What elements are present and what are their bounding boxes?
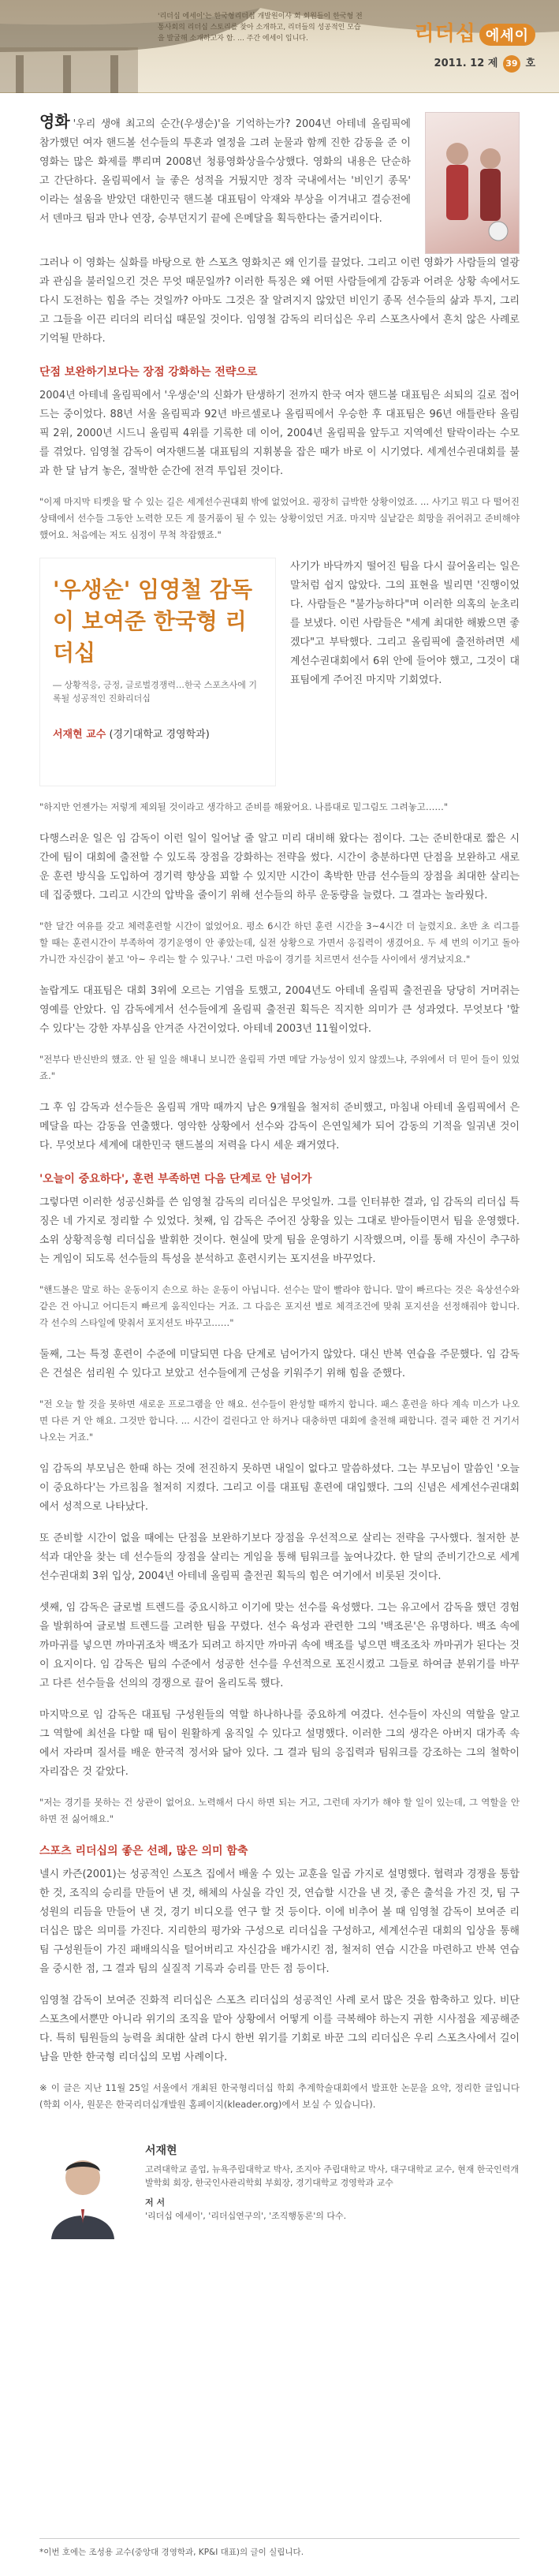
paragraph: 셋째, 임 감독은 글로벌 트렌드를 중요시하고 이기에 맞는 선수를 육성했다. 그는 유고에서 감독을 했던 경험을 발휘하여 글로벌 트렌드를 고려한 팀을 꾸렸다. 선수 육성과 관련한 그의 '백조론'은 유명하다. 백조 속에 까마귀를 넣으면 까마귀조차 백조가 되려고 하지만 까마귀 속에 백조를 넣으면 백조조차 까마귀가 된다는 것이 요지이다. 임 감독은 팀의 수준에서 성공한 선수를 우선적으로 포진시켰고 그들로 하여금 분위기를 바꾸고 다른 선수들을 선의의 경쟁으로 끌어 올리도록 했다. (39, 1602, 520, 1689)
issue-info (414, 54, 535, 73)
section-heading: '오늘이 중요하다', 훈련 부족하면 다음 단계로 안 넘어가 (39, 1173, 312, 1185)
issue-number: 39 (503, 55, 520, 73)
section-heading: 단점 보완하기보다는 장점 강화하는 전략으로 (39, 366, 258, 379)
paragraph: 임 감독의 부모님은 한때 하는 것에 전진하지 못하면 내일이 없다고 말씀하셨다. 그는 부모님이 말씀인 '오늘이 중요하다'는 가르침을 철저히 지켰다. 그리고 이를 대표팀 훈련에 대입했다. 그의 신념은 세계선수권대회에서 성적으로 나타났다. (39, 1463, 520, 1513)
section-heading: 스포츠 리더십의 좋은 선례, 많은 의미 함축 (39, 1845, 248, 1857)
paragraph: 영화 '우리 생애 최고의 순간(우생순)'을 기억하는가? 2004년 아테네 올림픽에 참가했던 여자 핸드볼 선수들의 투혼과 열정을 그려 눈물과 함께 진한 감동을 준 이 영화는 많은 화제를 뿌리며 2008년 청룡영화상을수상했다. 영화의 내용은 단순하고 간단하다. 올림픽에서 늘 좋은 성적을 거뒀지만 정작 국내에서는 '비인기 종목' 이라는 설움을 받았던 대한민국 핸드볼 대표팀이 악재와 부상을 이겨내고 결승전에서 덴마크 팀과 만나 연장, 승부던지기 끝에 은메달을 획득한다는 줄거리이다. (39, 112, 411, 225)
feature-section (39, 558, 520, 786)
header-banner (0, 0, 559, 93)
author-profile-name: 서재현 (145, 2145, 177, 2157)
author-profile (39, 2137, 520, 2239)
intro-text: '리더십 에세이'는 한국형리더십 개발원이사 회 회원들이 한국형 전통사회의 리더십 스토리를 찾아 소개하고, 리더들의 성공적인 모습을 발굴해 소개하고자 함. ... 주간 에세이 입니다. (158, 13, 363, 43)
paragraph: 사기가 바닥까지 떨어진 팀을 다시 끌어올리는 일은 말처럼 쉽지 않았다. 그의 표현을 빌리면 '진행이었다. 사람들은 "불가능하다"며 이러한 의혹의 눈초리를 보냈다. 이런 사람들은 "세계 최대한 해봤으면 좋겠다"고 부탁했다. 그리고 올림픽에 출전하려면 세계선수권대회에서 6위 안에 들어야 했고, 그것이 대표팀에게 주어진 마지막 기회였다. (290, 561, 520, 686)
interview-quote: "하지만 언젠가는 저렇게 제외될 것이라고 생각하고 준비를 해왔어요. 나름대로 밑그림도 그려놓고……" (39, 801, 449, 812)
books-label: 저 서 (145, 2197, 166, 2208)
feature-subtitle: ― 상황적응, 긍정, 글로벌경쟁력…한국 스포츠사에 기록될 성공적인 진화리더십 (53, 680, 257, 704)
movie-poster-image (425, 112, 520, 254)
books-list: '리더십 에세이', '리더십연구의', '조직행동론'의 다수. (145, 2211, 347, 2221)
feature-title: '우생순' 임영철 감독이 보여준 한국형 리더십 (53, 577, 253, 666)
intro-text-block (39, 112, 411, 254)
issue-date: 2011. 12 (434, 58, 485, 69)
footer-divider (39, 2538, 520, 2539)
paragraph: 마지막으로 임 감독은 대표팀 구성원들의 역할 하나하나를 중요하게 여겼다. 선수들이 자신의 역할을 알고 그 역할에 최선을 다할 때 팀이 원활하게 움직일 수 있다고 설명했다. 이러한 그의 생각은 아버지 대가족 속에서 자라며 질서를 배운 한국적 정서와 닮아 있다. 그 결과 팀의 응집력과 팀워크를 강조하는 그의 철학이 자리잡은 것 같았다. (39, 1709, 520, 1778)
paragraph: 그렇다면 이러한 성공신화를 쓴 임영철 감독의 리더십은 무엇일까. 그를 인터뷰한 결과, 임 감독의 리더십 특징은 네 가지로 정리할 수 있었다. 첫째, 임 감독은 주어진 상황을 있는 그대로 받아들이면서 팀을 운영했다. 소위 상황적응형 리더십을 발휘한 것이다. 현실에 맞게 팀을 운영하기 시작했으며, 이를 통해 자신이 추구하는 게임이 되도록 선수들의 특성을 분석하고 훈련시키는 포지션을 바꾸었다. (39, 1197, 520, 1265)
next-issue-footnote: *이번 호에는 조성용 교수(중앙대 경영학과, KP&I 대표)의 글이 실립니다. (39, 2548, 304, 2557)
brand-essay-badge: 에세이 (479, 24, 535, 46)
paragraph: 둘째, 그는 특정 훈련이 수준에 미달되면 다음 단계로 넘어가지 않았다. 대신 반복 연습을 주문했다. 임 감독은 건설은 섬리원 수 있다고 보았고 선수들에게 근성을 키워주기 위해 힘을 준했다. (39, 1349, 520, 1379)
author-name: 서재현 교수 (53, 729, 106, 741)
intro-section (39, 112, 520, 254)
brand-title (414, 17, 535, 47)
author-photo (39, 2145, 126, 2239)
paragraph: 놀랍게도 대표팀은 대회 3위에 오르는 기염을 토했고, 2004년도 아테네 올림픽 출전권을 당당히 거머쥐는 영예를 안았다. 임 감독에게서 선수들에게 올림픽 출전권 획득은 직지한 의미가 큰 성과였다. 무엇보다 '할 수 있다'는 강한 자부심을 안겨준 사건이었다. 아테네 2003년 11월이었다. (39, 985, 520, 1035)
feature-text (290, 558, 520, 786)
interview-quote: "전 오늘 할 것을 못하면 새로운 프로그램을 안 해요. 선수들이 완성할 때까지 합니다. 패스 훈련을 하다 계속 미스가 나오면 다른 거 안 해요. 그것만 합니다. ... 시간이 걸린다고 안 하거나 대충하면 대회에 출전해 패합니다. 결국 패한 건 거기서 나오는 거죠." (39, 1398, 520, 1443)
interview-quote: "이제 마지막 티켓을 딸 수 있는 길은 세계선수권대회 밖에 없었어요. 굉장히 급박한 상황이었죠. ... 사기고 뭐고 다 떨어진 상태에서 선수들 그동안 노력한 모든 게 물거품이 될 수 있는 상황이었던 거죠. 마지막 실낱같은 희망을 쥐어쥐고 준비해야 했어요. 처음에는 저도 심정이 무척 착잡했죠." (39, 496, 520, 540)
author-affiliation: (경기대학교 경영학과) (109, 729, 210, 741)
brand-block (414, 17, 535, 73)
issue-label: 제 (487, 58, 498, 69)
author-career: 고려대학교 졸업, 뉴욕주립대학교 박사, 조지아 주립대학교 박사, 대구대학교 교수, 현재 한국인력개발학회 회장, 한국인사관리학회 부회장, 경기대학교 경영학과 교수 (145, 2164, 519, 2188)
paragraph: 그 후 임 감독과 선수들은 올림픽 개막 때까지 남은 9개월을 철저히 준비했고, 마침내 아테네 올림픽에서 은메달을 따는 감동을 연출했다. 영악한 상황에서 선수와 감독이 은연일체가 되어 감동의 기적을 일궈낸 것이다. 무엇보다 세계에 대한민국 핸드볼의 저력을 다시 세운 쾌거였다. (39, 1102, 520, 1152)
paragraph: 그러나 이 영화는 실화를 바탕으로 한 스포츠 영화치곤 왜 인기를 끌었다. 그리고 이런 영화가 사람들의 열광과 관심을 불러일으킨 것은 무엇 때문일까? 이러한 특징은 왜 어떤 사람들에게 감동과 어려운 상황 속에서도 다시 도전하는 힘을 주는 것일까? 아마도 그것은 잘 알려지지 않았던 비인기 종목 선수들의 삶과 투지, 그리고 그들을 이끈 리더의 리더십 때문일 것이다. 임영철 감독의 리더십은 우리 스포츠사에서 흔치 않은 사례로 기억될 만하다. (39, 257, 520, 345)
paragraph: 다행스러운 일은 임 감독이 이런 일이 일어날 줄 알고 미리 대비해 왔다는 점이다. 그는 준비한대로 짧은 시간에 팀이 대회에 출전할 수 있도록 장점을 강화하는 전략을 썼다. 시간이 충분하다면 단점을 보완하고 새로운 훈련 방식을 도입하여 경기력 향상을 꾀할 수 있지만 시간이 촉박한 만큼 선수들의 장점을 최대한 살리는 데 집중했다. 그리고 시간의 압박을 줄이기 위해 선수들의 하루 운동량을 늘렸다. 그 결과는 놀라웠다. (39, 833, 520, 902)
brand-name: 리더십 (414, 22, 476, 46)
interview-quote: "전부다 반신반의 했죠. 안 될 일을 해내니 보니깐 올림픽 가면 메달 가능성이 있지 않겠느냐, 주위에서 더 믿어 들이 있었죠." (39, 1054, 520, 1081)
author-profile-text (145, 2145, 520, 2239)
article-note: ※ 이 글은 지난 11월 25일 서울에서 개최된 한국형리더십 학회 추계학술대회에서 발표한 논문을 요약, 정리한 글입니다(학회 이사, 원문은 한국리더십개발원 홈페이지(kleader.org)에서 보실 수 있습니다). (39, 2082, 520, 2110)
lead-word: 영화 (39, 112, 70, 131)
paragraph: 2004년 아테네 올림픽에서 '우생순'의 신화가 탄생하기 전까지 한국 여자 핸드볼 대표팀은 쇠퇴의 길로 접어드는 중이었다. 88년 서울 올림픽과 92년 바르셀로나 올림픽에서 우승한 후 대표팀은 96년 애틀란타 올림픽 2위, 2000년 시드니 올림픽 4위를 기록한 데 이어, 2004년 올림픽을 앞두고 지역예선 탈락이라는 수모를 겪었다. 임영철 감독이 여자핸드볼 대표팀의 지휘봉을 잡은 때가 바로 이 시기였다. 세계선수권대회를 불과 한 달 남겨 놓은, 절박한 순간에 전격 투입된 것이다. (39, 390, 520, 477)
interview-quote: "핸드볼은 말로 하는 운동이지 손으로 하는 운동이 아닙니다. 선수는 말이 빨라야 합니다. 말이 빠르다는 것은 육상선수와 같은 건 아니고 어디든지 빠르게 움직인다는 거죠. 그 다음은 포지션 별로 체격조건에 맞춰 포지션을 선정해줘야 합니다. 각 선수의 스타일에 맞춰서 포지션도 바꾸고……" (39, 1284, 520, 1328)
article-body (0, 93, 559, 2239)
paragraph: 넬시 카즌(2001)는 성공적인 스포츠 집에서 배울 수 있는 교훈을 일곱 가지로 설명했다. 협력과 경쟁을 통합한 것, 조직의 승리를 만들어 낸 것, 해체의 사실을 각인 것, 연습할 시간을 낸 것, 좋은 출석을 가진 것, 팀 구성원의 리듬을 만들어 낸 것, 경기 비디오를 연구 할 것 등이다. 이에 비추어 볼 때 임영철 감독이 보여준 리더십은 많은 의미를 가진다. 지리한의 평가와 구성으로 리더십을 구성하고, 세계선수권 대회의 입상을 통해 팀 구성원들이 가진 패배의식을 털어버리고 자신감을 배가시킨 점, 철저히 연습 시간을 마련하고 반복 연습을 중시한 점, 그 결과 팀의 실질적 기록과 승리를 만든 점 등이다. (39, 1869, 520, 1975)
interview-quote: "저는 경기를 못하는 건 상관이 없어요. 노력해서 다시 하면 되는 거고, 그런데 자기가 해야 할 일이 있는데, 그 역할을 안 하면 전 싫어해요." (39, 1797, 520, 1824)
feature-author (53, 726, 263, 745)
paragraph: 임영철 감독이 보여준 진화적 리더십은 스포츠 리더십의 성공적인 사례 로서 많은 것을 함축하고 있다. 비단 스포츠에서뿐만 아니라 위기의 조직을 맡아 상황에서 어떻게 이를 극복해야 하는지 귀한 시사점을 제공해준다. 특히 팀원들의 능력을 최대한 살려 다시 한번 위기를 기회로 바꾼 그의 리더십은 우리 스포츠사에서 길이 남을 만한 한국형 리더십의 모범 사례이다. (39, 1995, 520, 2063)
issue-suffix: 호 (525, 58, 535, 69)
paragraph: 또 준비할 시간이 없을 때에는 단점을 보완하기보다 장점을 우선적으로 살리는 전략을 구사했다. 철저한 분석과 대안을 찾는 데 선수들의 장점을 살리는 게임을 통해 팀워크를 높여나갔다. 한 달의 준비기간으로 세계선수권대회 3위 입상, 2004년 아테네 올림픽 출전권 획득의 힘은 여기에서 비롯된 것이다. (39, 1533, 520, 1582)
interview-quote: "한 달간 여유를 갖고 체력훈련할 시간이 없었어요. 평소 6시간 하던 훈련 시간을 3~4시간 더 늘렸지요. 초반 초 리그를 할 때는 훈련시간이 부족하여 경기운영이 안 좋았는데, 실전 상황으로 가면서 응집력이 생겼어요. 두 세 번의 이기고 돌아가니깐 자신감이 붙고 '아~ 우리는 할 수 있구나.' 그런 마음이 경기를 치르면서 선수들 사이에서 생겨났지요." (39, 920, 520, 965)
feature-title-box (39, 558, 276, 786)
